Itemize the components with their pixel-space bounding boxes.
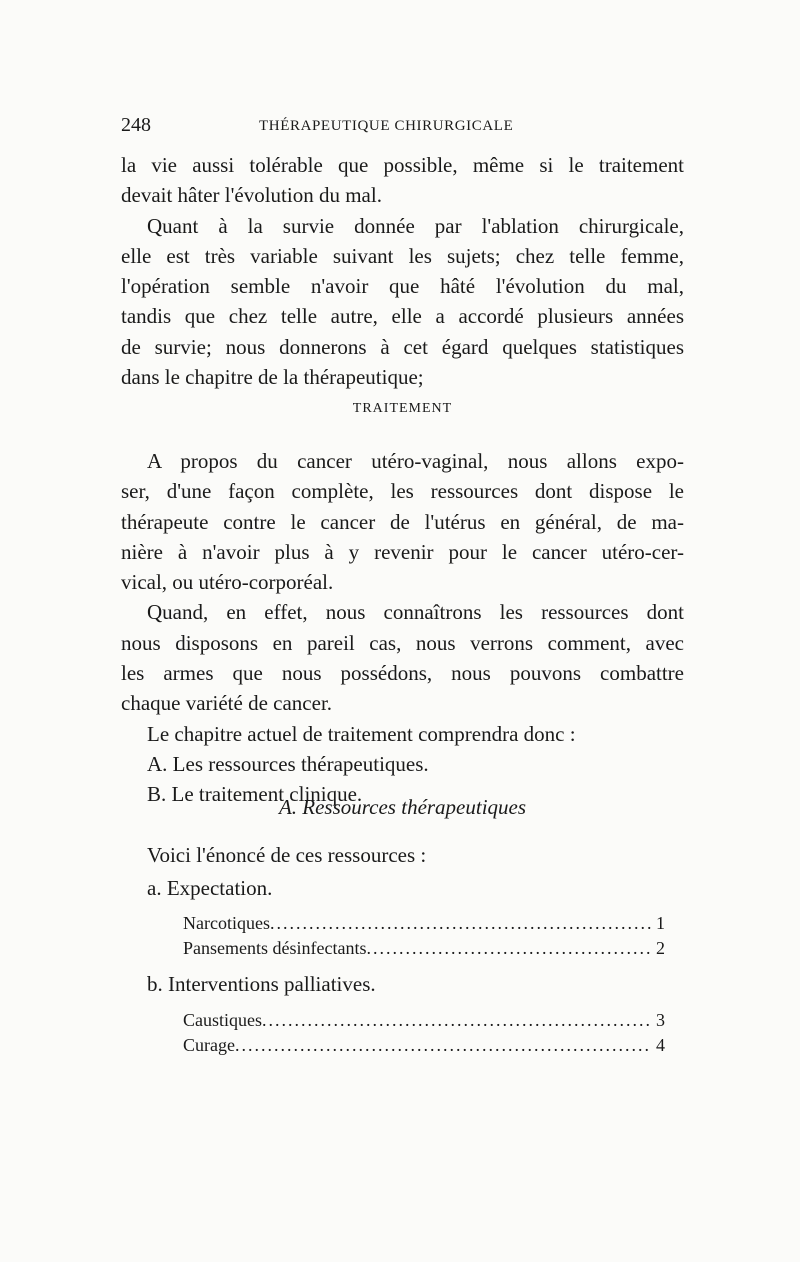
text-line: chaque variété de cancer. [121, 691, 333, 716]
item-label: Curage [183, 1035, 235, 1055]
page-number: 248 [121, 114, 151, 136]
list-item [183, 1035, 665, 1056]
text-line: les armes que nous possédons, nous pouvons combattre [121, 661, 684, 686]
leader-dots [366, 938, 652, 959]
list-item [183, 938, 665, 959]
item-number: 4 [656, 1035, 665, 1055]
text-line: tandis que chez telle autre, elle a accordé plusieurs années [121, 304, 684, 329]
text-line: A propos du cancer utéro-vaginal, nous allons expo- [147, 449, 684, 473]
text-line: de survie; nous donnerons à cet égard quelques statistiques [121, 334, 684, 359]
text-line: Quand, en effet, nous connaîtrons les ressources dont [147, 600, 684, 625]
item-number: 1 [656, 913, 665, 933]
book-page [121, 0, 684, 1262]
text-line: A. Les ressources thérapeutiques. [147, 751, 429, 776]
text-line: ser, d'une façon complète, les ressources dont dispose le [121, 479, 684, 504]
text-line: nière à n'avoir plus à y revenir pour le cancer utéro-cer- [121, 539, 684, 564]
list-item [183, 1010, 665, 1031]
text-line: la vie aussi tolérable que possible, même si le traitement [121, 153, 684, 177]
leader-dots [235, 1035, 652, 1056]
text-line: thérapeute contre le cancer de l'utérus en général, de ma- [121, 509, 684, 534]
text-line: B. Le traitement clinique. [147, 782, 363, 807]
group-a-label: a. Expectation. [147, 876, 273, 900]
text-line: Le chapitre actuel de traitement comprendra donc : [147, 721, 576, 746]
text-line: dans le chapitre de la thérapeutique; [121, 365, 424, 390]
leader-dots [262, 1010, 652, 1031]
group-b-label: b. Interventions palliatives. [147, 972, 376, 996]
running-title: THÉRAPEUTIQUE CHIRURGICALE [259, 118, 514, 134]
list-intro: Voici l'énoncé de ces ressources : [147, 843, 427, 867]
subheading: A. Ressources thérapeutiques [278, 795, 527, 819]
section-title: TRAITEMENT [352, 401, 453, 416]
text-line: devait hâter l'évolution du mal. [121, 183, 382, 208]
text-line: nous disposons en pareil cas, nous verrons comment, avec [121, 630, 684, 655]
text-line: elle est très variable suivant les sujets; chez telle femme, [121, 243, 684, 268]
text-block-1 [121, 150, 684, 392]
item-number: 3 [656, 1010, 665, 1030]
item-label: Pansements désinfectants [183, 938, 367, 958]
item-label: Caustiques [183, 1010, 262, 1030]
page-header [121, 114, 684, 138]
item-label: Narcotiques [183, 913, 270, 933]
text-line: vical, ou utéro-corporéal. [121, 570, 334, 595]
text-line: l'opération semble n'avoir que hâté l'évolution du mal, [121, 274, 684, 299]
leader-dots [270, 913, 652, 934]
item-number: 2 [656, 938, 665, 958]
text-block-2 [121, 446, 684, 810]
list-item [183, 913, 665, 934]
text-line: Quant à la survie donnée par l'ablation chirurgicale, [147, 213, 684, 238]
